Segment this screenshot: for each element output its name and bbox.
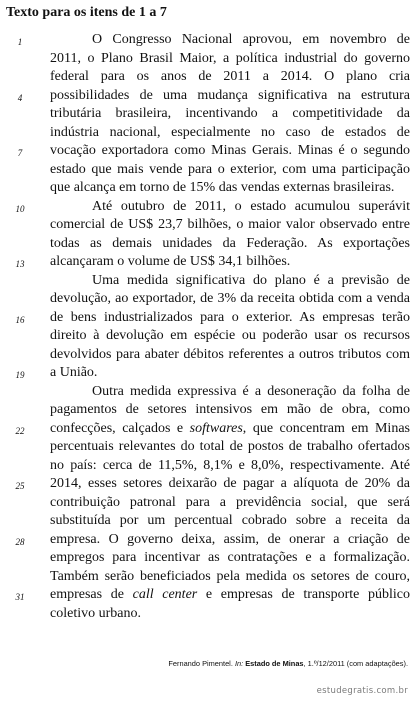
line-number: 16 [15,314,25,325]
text-line-19: 19 a União. [50,364,410,383]
text-line-5: tributária brasileira, incentivando a competitividade da [50,106,410,121]
text-line-8: estado que mais vende para o exterior, com uma participação [50,161,410,177]
article-body [15,31,410,623]
text-line-6: indústria nacional, especialmente no caso de estados de [50,124,410,140]
line-number: 19 [15,370,25,380]
line-number: 4 [17,92,23,103]
text-line-4: 4 possibilidades de uma mudança significativa na estrutura [50,87,410,106]
text-line-12: todas as demais unidades da Federação. As exportações [50,235,410,251]
text-line-13: 13 alcançaram o volume de US$ 34,1 bilhões. [50,253,410,272]
page-title: Texto para os itens de 1 a 7 [6,5,167,20]
line-number: 28 [15,536,25,547]
text-line-28: 28 empresa. O governo deixa, assim, de onerar a criação de [50,531,410,550]
text-line-20: Outra medida expressiva é a desoneração da folha de [92,383,410,399]
text-line-1: 1 O Congresso Nacional aprovou, em novembro de [50,31,410,50]
line-number: 7 [17,148,23,158]
text-line-30: Também serão beneficiados pela medida os setores de couro, [50,568,410,584]
text-line-27: substituída por um percentual cobrado sobre a receita da [50,513,410,528]
line-number: 22 [15,425,25,436]
line-number: 31 [15,592,25,602]
text-line-7: 7 vocação exportadora como Minas Gerais. Minas é o segundo [50,142,410,161]
text-line-25: 25 2014, esses setores deixarão de pagar a alíquota de 20% da [50,475,410,494]
text-line-18: devolvidos para abater débitos referentes a outros tributos com [50,346,410,362]
text-line-29: empregos para incentivar as contratações e a formalização. [50,550,410,565]
text-line-15: devolução, ao exportador, de 3% da receita obtida com a venda [50,291,410,306]
line-number: 25 [15,481,25,491]
text-line-11: comercial de US$ 23,7 bilhões, o maior valor observado entre [50,217,410,232]
line-number: 1 [17,37,23,47]
source-citation [168,659,408,669]
text-line-32: coletivo urbano. [50,605,141,621]
text-line-22: 22 confecções, calçados e softwares, que concentram em Minas [50,420,410,439]
line-number: 10 [15,203,25,214]
text-line-31: 31 empresas de call center e empresas de transporte público [50,586,410,605]
text-line-17: direito à devolução em espécie ou poderão usar os recursos [50,328,410,343]
watermark: estudegratis.com.br [316,686,408,696]
text-line-26: contribuição patronal para a previdência social, que será [50,494,410,510]
source-details: , 1.º/12/2011 (com adaptações). [303,659,408,668]
text-line-16: 16 de bens industrializados para o exterior. As empresas terão [50,309,410,328]
source-newspaper: Estado de Minas [245,659,304,668]
text-line-14: Uma medida significativa do plano é a previsão de [92,272,410,288]
text-line-23: percentuais relevantes do total de postos de trabalho ofertados [50,439,410,454]
text-line-2: 2011, o Plano Brasil Maior, a política industrial do governo [50,50,410,66]
italic-term: softwares [189,420,243,436]
source-author: Fernando Pimentel. [168,659,233,668]
text-line-21: pagamentos de setores intensivos em mão de obra, como [50,402,410,417]
line-number: 13 [15,259,25,269]
text-line-10: 10 Até outubro de 2011, o estado acumulou superávit [50,198,410,217]
source-in-label: In: [234,659,244,668]
text-line-24: no país: cerca de 11,5%, 8,1% e 8,0%, respectivamente. Até [50,457,410,473]
italic-term: call center [132,587,198,602]
text-line-9: que alcança em torno de 15% das vendas externas brasileiras. [50,180,395,195]
text-line-3: federal para os anos de 2011 a 2014. O plano cria [50,69,410,84]
